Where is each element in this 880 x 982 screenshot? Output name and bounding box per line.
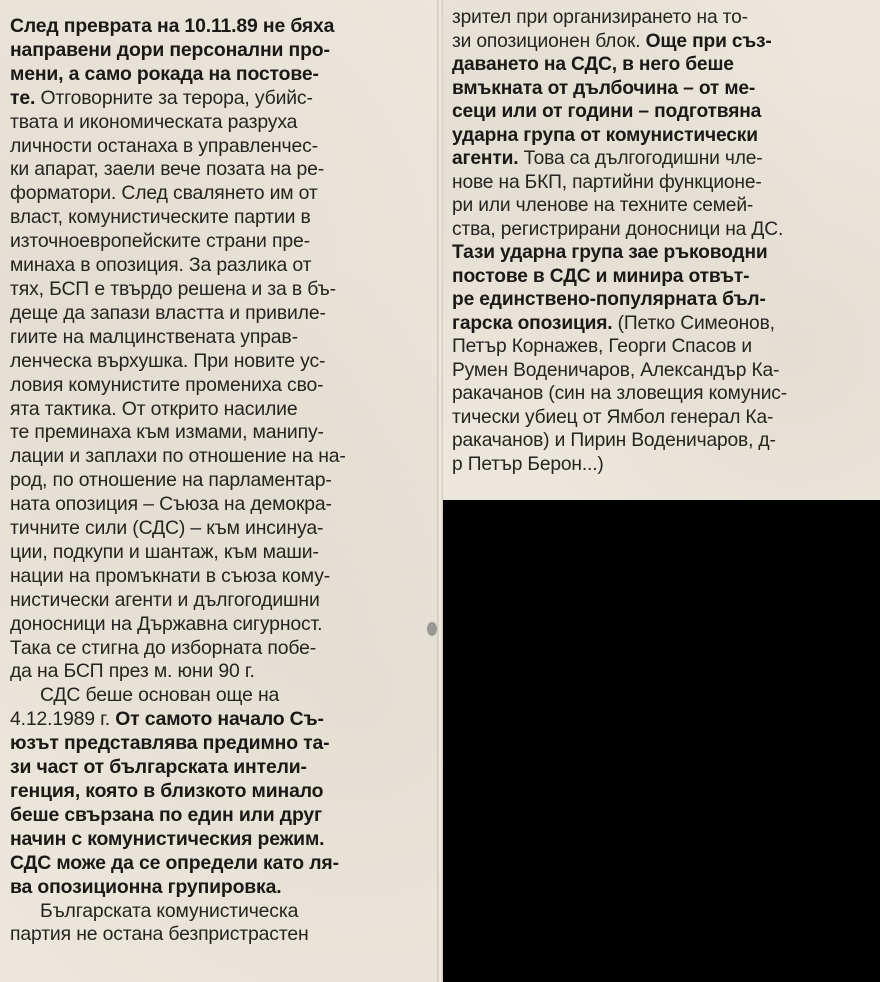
text-run: нации на промъкнати в съюза кому- xyxy=(10,564,331,587)
text-run: твата и икономическата разруха xyxy=(10,110,298,133)
text-line xyxy=(10,445,436,469)
text-run: Това са дългогодишни чле- xyxy=(518,148,763,169)
bold-text-run: начин с комунистическия режим. xyxy=(10,827,325,850)
text-run: р Петър Берон...) xyxy=(452,453,604,475)
text-run: власт, комунистическите партии в xyxy=(10,206,311,229)
text-line xyxy=(452,53,876,77)
bold-text-run: даването на СДС, в него беше xyxy=(452,54,734,75)
column-fold xyxy=(437,0,443,982)
bold-text-run: От самото начало Съ- xyxy=(115,708,324,731)
text-line xyxy=(452,6,876,30)
bold-text-run: ударна група от комунистически xyxy=(452,124,758,146)
bold-text-run: гарска опозиция. xyxy=(452,312,613,334)
text-line xyxy=(452,406,876,430)
text-run: ства, регистрирани доносници на ДС. xyxy=(452,218,784,240)
text-line xyxy=(10,87,436,111)
text-run: гиите на малцинствената управ- xyxy=(10,325,298,348)
bold-text-run: След превратa на 10.11.89 не бяха xyxy=(10,15,335,37)
text-run: ята тактика. От открито насилие xyxy=(10,397,298,420)
text-line xyxy=(10,111,436,135)
text-line xyxy=(452,218,876,242)
bold-text-run: беше свързана по един или друг xyxy=(10,803,322,826)
text-line xyxy=(10,398,436,422)
text-line xyxy=(452,77,876,101)
text-line xyxy=(10,828,436,852)
bold-text-run: ва опозиционна групировка. xyxy=(10,875,282,898)
bold-text-run: Още при съз- xyxy=(645,30,772,52)
text-line xyxy=(10,637,436,661)
text-run: форматори. След свалянето им от xyxy=(10,182,318,205)
text-run: зрител при организирането на то- xyxy=(452,7,748,28)
text-line xyxy=(10,708,436,732)
text-line xyxy=(10,876,436,900)
text-line xyxy=(452,359,876,383)
text-run: Отговорните за терора, убийс- xyxy=(35,86,313,109)
text-run: да на БСП през м. юни 90 г. xyxy=(10,660,255,683)
article-column-right xyxy=(442,0,880,500)
text-line xyxy=(10,421,436,445)
text-line xyxy=(10,350,436,374)
text-line xyxy=(10,39,436,63)
text-run: тически убиец от Ямбол генерал Ка- xyxy=(452,406,774,428)
text-run: ракачанов) и Пирин Воденичаров, д- xyxy=(452,430,776,451)
text-run: ки апарат, заели вече позата на ре- xyxy=(10,158,325,181)
bold-text-run: направени дори персонални про- xyxy=(10,38,330,61)
text-line xyxy=(10,565,436,589)
ink-spot xyxy=(427,622,437,636)
text-run: нистически агенти и дългогодишни xyxy=(10,588,320,611)
text-line xyxy=(452,147,876,171)
text-run: род, по отношение на парламентар- xyxy=(10,469,332,492)
bold-text-run: мени, а само рокада на постове- xyxy=(10,62,319,85)
text-line xyxy=(10,135,436,159)
bold-text-run: ре единствено-популярната бъл- xyxy=(452,289,766,310)
text-line xyxy=(10,541,436,565)
text-line xyxy=(452,312,876,336)
bold-text-run: генция, която в близкото минало xyxy=(10,780,324,802)
text-run: ловия комунистите промениха сво- xyxy=(10,373,324,396)
text-line xyxy=(452,288,876,312)
text-run: деще да запази властта и привиле- xyxy=(10,301,326,324)
text-line xyxy=(10,684,436,708)
text-line xyxy=(452,241,876,265)
text-line xyxy=(10,804,436,828)
text-line xyxy=(10,278,436,302)
text-line xyxy=(452,429,876,453)
text-line xyxy=(10,182,436,206)
text-line xyxy=(10,852,436,876)
text-line xyxy=(10,254,436,278)
text-line xyxy=(10,660,436,684)
text-run: те преминаха към измами, манипу- xyxy=(10,421,324,444)
text-line xyxy=(10,63,436,87)
text-line xyxy=(452,453,876,477)
bold-text-run: постове в СДС и минира отвът- xyxy=(452,265,750,287)
text-line xyxy=(10,206,436,230)
text-line xyxy=(10,469,436,493)
text-line xyxy=(10,923,436,947)
text-run: тях, БСП е твърдо решена и за в бъ- xyxy=(10,277,336,300)
text-line xyxy=(452,382,876,406)
text-run: (Петко Симеонов, xyxy=(612,312,775,334)
text-run: ции, подкупи и шантаж, към маши- xyxy=(10,540,319,563)
text-line xyxy=(10,756,436,780)
text-run: източноевропейските страни пре- xyxy=(10,230,310,253)
text-line xyxy=(10,517,436,541)
text-line xyxy=(452,100,876,124)
bold-text-run: сеци или от години – подготвяна xyxy=(452,101,762,122)
bold-text-run: вмъкната от дълбочина – от ме- xyxy=(452,77,756,99)
text-run: минаха в опозиция. За разлика от xyxy=(10,254,312,277)
text-line xyxy=(10,613,436,637)
text-line xyxy=(10,493,436,517)
text-run: Петър Корнажев, Георги Спасов и xyxy=(452,336,752,357)
text-line xyxy=(452,265,876,289)
text-run: личности останаха в управленчес- xyxy=(10,134,318,157)
text-line xyxy=(452,30,876,54)
text-line xyxy=(10,374,436,398)
text-run: нове на БКП, партийни функционе- xyxy=(452,171,762,193)
text-run: партия не остана безпристрастен xyxy=(10,923,309,946)
text-line xyxy=(10,900,436,924)
text-line xyxy=(10,780,436,804)
bold-text-run: те. xyxy=(10,86,36,109)
text-line xyxy=(452,335,876,359)
text-run: Така се стигна до изборната побе- xyxy=(10,636,317,659)
text-line xyxy=(452,171,876,195)
text-run: тичните сили (СДС) – към инсинуа- xyxy=(10,517,324,540)
text-line xyxy=(452,124,876,148)
text-line xyxy=(10,326,436,350)
text-run: ленческа върхушка. При новите ус- xyxy=(10,349,326,372)
text-line xyxy=(10,15,436,39)
bold-text-run: зи част от българската интели- xyxy=(10,756,307,779)
text-line xyxy=(10,732,436,756)
text-line xyxy=(10,302,436,326)
text-line xyxy=(10,158,436,182)
text-run: ракачанов (син на зловещия комунис- xyxy=(452,383,787,404)
text-line xyxy=(10,230,436,254)
bold-text-run: юзът представлява предимно та- xyxy=(10,732,330,755)
text-run: 4.12.1989 г. xyxy=(10,708,116,731)
text-run: Българската комунистическа xyxy=(40,899,299,922)
text-run: ната опозиция – Съюза на демокра- xyxy=(10,493,332,516)
text-run: зи опозиционен блок. xyxy=(452,30,646,52)
text-line xyxy=(10,589,436,613)
text-line xyxy=(452,194,876,218)
bold-text-run: агенти. xyxy=(452,148,519,169)
bold-text-run: СДС може да се определи като ля- xyxy=(10,851,339,874)
text-run: лации и заплахи по отношение на на- xyxy=(10,445,346,468)
text-run: доносници на Държавна сигурност. xyxy=(10,612,323,635)
bold-text-run: Тази ударна група зае ръководни xyxy=(452,242,768,263)
text-run: Румен Воденичаров, Александър Ка- xyxy=(452,359,780,381)
text-run: ри или членове на техните семей- xyxy=(452,195,754,216)
text-run: СДС беше основан още на xyxy=(40,684,280,707)
